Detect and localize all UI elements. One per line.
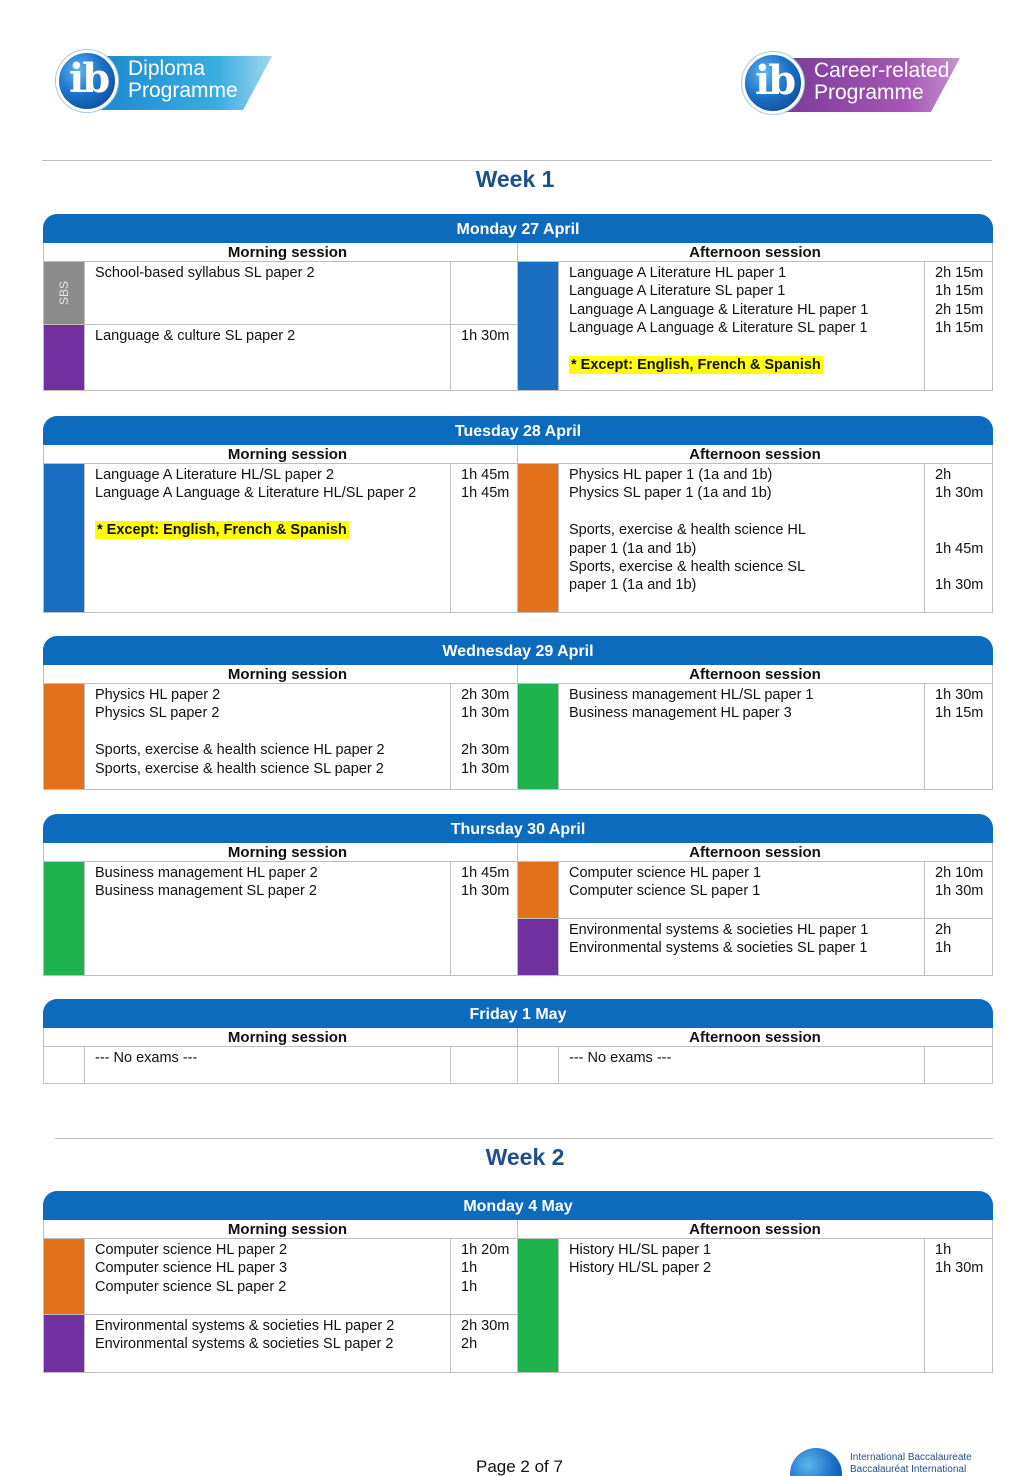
exam-durations [925,684,992,789]
exam-subject: Physics HL paper 2 [95,687,221,703]
session-rows [44,1239,517,1372]
exam-group [518,1047,992,1083]
morning-session-heading: Morning session [44,665,517,684]
footer-org-name [850,1452,972,1476]
exam-subject: Language A Language & Literature SL paper 1 [569,320,868,337]
exam-durations [925,464,992,612]
exam-duration: 1h 30m [461,760,510,777]
subject-color-strip [44,684,85,789]
exam-durations [925,262,992,390]
session-rows [518,1047,992,1083]
exam-duration: 2h 15m [935,265,984,281]
exam-duration: 1h 30m [935,687,984,703]
subject-color-strip [518,464,559,612]
exam-duration: 1h 30m [461,883,510,900]
exam-duration: 1h 45m [935,540,984,557]
spacer [569,503,924,521]
morning-session [44,243,518,390]
afternoon-session [518,445,992,612]
exam-durations [451,464,517,612]
exam-subject: paper 1 (1a and 1b) [569,540,697,557]
exam-subjects [559,919,925,975]
exam-subject: Environmental systems & societies SL paper 1 [569,940,868,957]
exam-subject: Environmental systems & societies HL paper 2 [95,1318,395,1334]
exam-durations [451,1315,517,1372]
exam-subjects [85,684,451,789]
exam-subject: History HL/SL paper 1 [569,1242,712,1258]
footer-org-line2: Baccalauréat International [850,1464,967,1475]
afternoon-session-heading: Afternoon session [518,1220,992,1239]
exam-subjects [85,464,451,612]
week-divider [42,160,992,161]
day-timetable [43,243,993,391]
exam-subject: Business management SL paper 2 [95,883,317,900]
exam-group [518,262,992,390]
spacer [461,264,517,282]
exam-subject: Computer science HL paper 1 [569,865,762,881]
except-note-highlight: * Except: English, French & Spanish [97,522,347,539]
exam-subjects [559,464,925,612]
diploma-programme-logo [56,50,276,110]
exam-subjects [559,262,925,390]
spacer [569,338,924,356]
afternoon-session [518,1028,992,1083]
exam-subject: Language A Language & Literature HL paper 1 [569,301,869,318]
exam-duration: 1h [935,940,952,957]
subject-color-strip [44,1239,85,1314]
session-rows [518,464,992,612]
day-block [43,1191,993,1373]
morning-session-heading: Morning session [44,1220,517,1239]
exam-subjects [559,684,925,789]
exam-subjects [559,862,925,918]
exam-subject: Computer science HL paper 3 [95,1260,288,1277]
exam-duration: 1h [461,1260,478,1277]
exam-subjects [85,1315,451,1372]
logo-text-line1: Career-related [814,59,950,82]
exam-group [44,1314,517,1372]
session-rows [44,262,517,390]
exam-duration: 2h 10m [935,865,984,881]
exam-duration: 1h 30m [461,328,510,345]
exam-duration: 2h [935,467,952,483]
exam-durations [451,1047,517,1083]
exam-subjects [85,862,451,975]
subject-color-strip [518,684,559,789]
session-rows [518,684,992,789]
logo-text-line2: Programme [814,81,924,104]
exam-durations [925,1239,992,1372]
morning-session-heading: Morning session [44,843,517,862]
subject-color-strip [44,325,85,390]
ib-mark: ib [755,57,795,104]
logo-text [814,60,949,104]
day-date-header: Tuesday 28 April [43,416,993,445]
exam-duration: 1h 30m [935,577,984,594]
exam-subject: Language A Literature HL/SL paper 2 [95,467,334,483]
exam-group [518,862,992,918]
exam-subject: Physics SL paper 2 [95,705,220,722]
exam-subjects [85,1047,451,1083]
exam-durations [451,1239,517,1314]
exam-subject: Computer science HL paper 2 [95,1242,288,1258]
exam-subject: Language A Literature SL paper 1 [569,283,786,300]
exam-duration: 1h 30m [461,705,510,722]
spacer [461,723,517,741]
day-date-header: Friday 1 May [43,999,993,1028]
afternoon-session-heading: Afternoon session [518,1028,992,1047]
spacer [95,723,450,741]
session-rows [518,1239,992,1372]
subject-color-strip [44,862,85,975]
exam-durations [451,684,517,789]
day-block [43,636,993,790]
exam-durations [451,262,517,324]
exam-subjects [85,1239,451,1314]
exam-subjects [559,1047,925,1083]
international-baccalaureate-logo [790,1446,990,1476]
exam-group [44,862,517,975]
exam-duration: 1h 20m [461,1242,510,1258]
morning-session [44,1220,518,1372]
exam-group [518,1239,992,1372]
exam-duration: 1h 45m [461,485,510,502]
exam-durations [451,862,517,975]
exam-subjects [559,1239,925,1372]
day-block [43,416,993,613]
morning-session-heading: Morning session [44,243,517,262]
exam-duration: 1h [461,1278,478,1295]
afternoon-session-heading: Afternoon session [518,243,992,262]
career-related-programme-logo [742,52,964,112]
spacer [935,1049,992,1067]
subject-color-strip [44,1047,85,1083]
session-rows [44,1047,517,1083]
exam-duration: 2h [461,1336,478,1353]
session-rows [518,262,992,390]
exam-durations [925,1047,992,1083]
exam-duration: 1h 30m [935,883,984,900]
exam-durations [925,862,992,918]
day-timetable [43,665,993,790]
subject-color-strip [518,862,559,918]
logo-text-line1: Diploma [128,57,206,80]
exam-subjects [85,325,451,390]
exam-duration: 2h [935,922,952,938]
afternoon-session [518,665,992,789]
day-date-header: Monday 27 April [43,214,993,243]
logo-text-line2: Programme [128,79,238,102]
day-timetable [43,445,993,613]
logo-text [128,58,238,102]
exam-group [44,684,517,789]
afternoon-session [518,243,992,390]
page-number: Page 2 of 7 [476,1457,563,1476]
ib-mark: ib [69,55,109,102]
subject-color-strip [518,262,559,390]
exam-subject: Business management HL paper 3 [569,705,792,722]
subject-color-strip [518,1239,559,1372]
exam-group [518,684,992,789]
exam-subject: Language & culture SL paper 2 [95,328,296,345]
week-title: Week 1 [475,166,555,192]
exam-durations [451,325,517,390]
session-rows [518,862,992,975]
exam-duration: 1h 45m [461,467,510,483]
exam-group [44,1047,517,1083]
exam-subject: Physics SL paper 1 (1a and 1b) [569,485,772,502]
afternoon-session-heading: Afternoon session [518,843,992,862]
exam-duration: 2h 15m [935,301,984,318]
exam-group [44,262,517,324]
exam-subject: Sports, exercise & health science SL paper 2 [95,760,384,777]
exam-subject: Sports, exercise & health science SL [569,558,806,575]
exam-duration: 2h 30m [461,1318,510,1334]
day-date-header: Wednesday 29 April [43,636,993,665]
exam-subject: Environmental systems & societies HL paper 1 [569,922,869,938]
day-timetable [43,1028,993,1084]
exam-durations [925,919,992,975]
exam-subject: Language A Language & Literature HL/SL paper 2 [95,485,417,502]
week-title: Week 2 [485,1144,565,1170]
exam-group [44,464,517,612]
day-block [43,814,993,976]
afternoon-session-heading: Afternoon session [518,445,992,464]
exam-subject: --- No exams --- [95,1050,198,1066]
spacer [95,503,450,521]
exam-subject: paper 1 (1a and 1b) [569,577,697,594]
day-block [43,214,993,391]
exam-subjects [85,262,451,324]
morning-session [44,445,518,612]
subject-color-strip [44,262,85,324]
exam-subject: Business management HL/SL paper 1 [569,687,814,703]
morning-session [44,843,518,975]
exam-duration: 1h [935,1242,952,1258]
exam-subject: History HL/SL paper 2 [569,1260,712,1277]
exam-duration: 1h 30m [935,485,984,502]
exam-subject: Business management HL paper 2 [95,865,318,881]
exam-subject: Environmental systems & societies SL paper 2 [95,1336,394,1353]
exam-group [518,464,992,612]
except-note-highlight: * Except: English, French & Spanish [571,356,821,373]
exam-duration: 1h 45m [461,865,510,881]
exam-subject: School-based syllabus SL paper 2 [95,265,315,281]
exam-duration: 1h 15m [935,283,984,300]
exam-subject: --- No exams --- [569,1050,672,1066]
exam-subject: Computer science SL paper 1 [569,883,761,900]
except-note [569,356,924,374]
except-note [95,521,450,539]
afternoon-session [518,843,992,975]
day-timetable [43,1220,993,1373]
morning-session-heading: Morning session [44,1028,517,1047]
subject-color-strip [518,919,559,975]
afternoon-session-heading: Afternoon session [518,665,992,684]
exam-group [518,918,992,975]
ib-logo-icon [790,1448,842,1476]
exam-duration: 2h 30m [461,687,510,703]
morning-session-heading: Morning session [44,445,517,464]
exam-duration: 1h 15m [935,705,984,722]
spacer [935,521,992,539]
session-rows [44,862,517,975]
footer-org-line1: International Baccalaureate [850,1452,972,1463]
exam-subject: Physics HL paper 1 (1a and 1b) [569,467,773,483]
exam-group [44,1239,517,1314]
subject-color-strip [44,464,85,612]
spacer [935,503,992,521]
exam-subject: Sports, exercise & health science HL [569,522,806,539]
exam-duration: 1h 15m [935,320,984,337]
exam-subject: Sports, exercise & health science HL paper 2 [95,742,385,759]
morning-session [44,1028,518,1083]
ib-logo-icon [742,52,804,114]
subject-color-strip [44,1315,85,1372]
exam-duration: 1h 30m [935,1260,984,1277]
spacer [461,1049,517,1067]
ib-logo-icon [56,50,118,112]
exam-duration: 2h 30m [461,742,510,759]
spacer [935,558,992,576]
morning-session [44,665,518,789]
day-date-header: Thursday 30 April [43,814,993,843]
subject-color-strip [518,1047,559,1083]
afternoon-session [518,1220,992,1372]
day-block [43,999,993,1084]
session-rows [44,464,517,612]
session-rows [44,684,517,789]
day-timetable [43,843,993,976]
day-date-header: Monday 4 May [43,1191,993,1220]
subject-group-label: SBS [57,281,71,306]
exam-subject: Computer science SL paper 2 [95,1278,287,1295]
week-divider [55,1138,993,1139]
exam-group [44,324,517,390]
exam-subject: Language A Literature HL paper 1 [569,265,787,281]
